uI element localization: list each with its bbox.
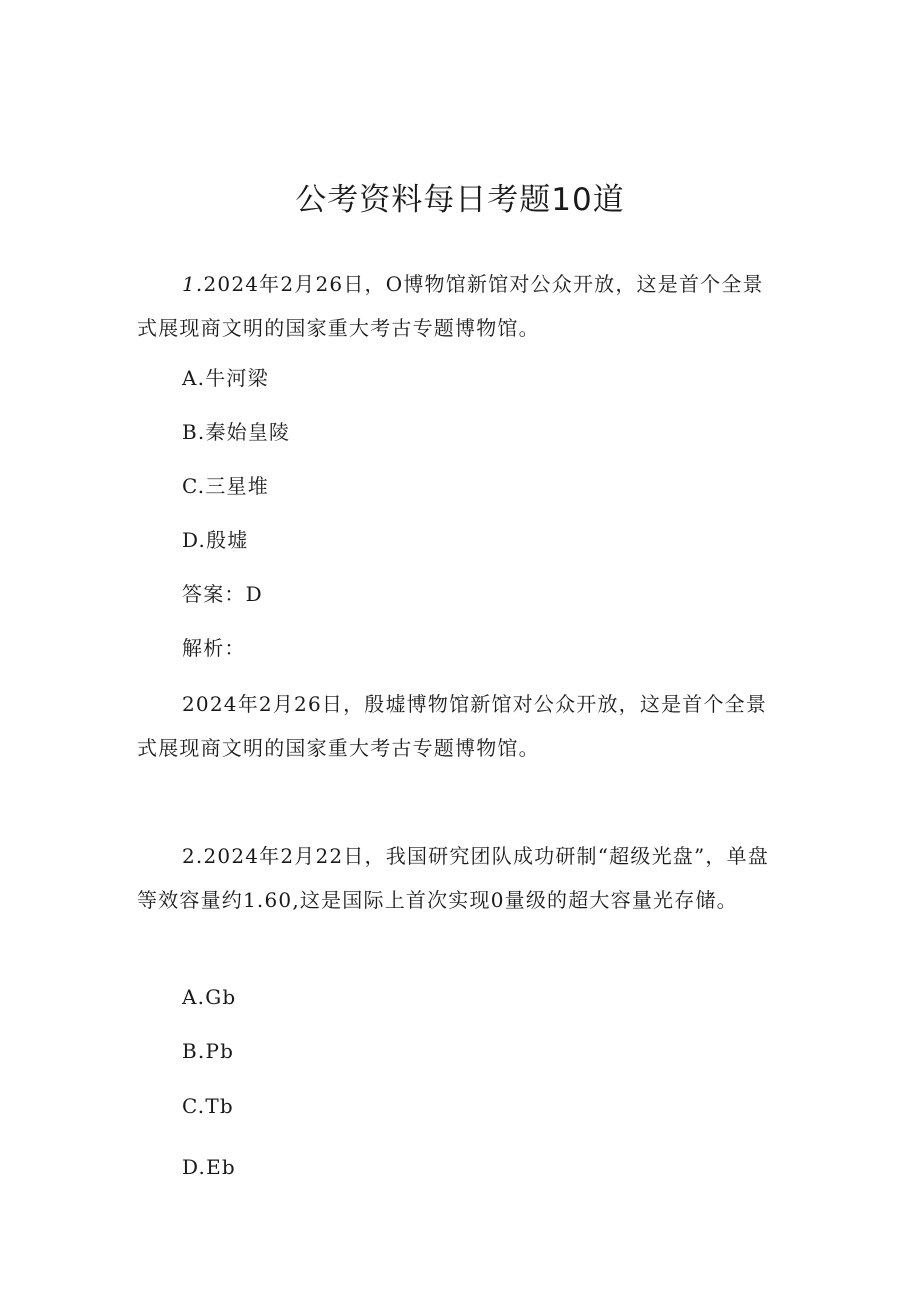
question-1-stem — [137, 262, 781, 350]
question-1-answer: 答案：D — [182, 582, 263, 606]
question-1-analysis-label: 解析： — [182, 636, 246, 660]
question-1-text: 2024年2月26日，O博物馆新馆对公众开放，这是首个全景式展现商文明的国家重大考古专题博物馆。 — [137, 272, 764, 340]
question-2-option-b: B.Pb — [182, 1039, 235, 1063]
question-1-number: 1. — [182, 272, 204, 296]
question-1-option-d: D.殷墟 — [182, 528, 249, 552]
question-2-option-c: C.Tb — [182, 1094, 234, 1118]
question-2-stem: 2.2024年2月22日，我国研究团队成功研制“超级光盘”，单盘等效容量约1.60,这是国际上首次实现0量级的超大容量光存储。 — [137, 844, 770, 912]
question-1-option-c: C.三星堆 — [182, 474, 269, 498]
question-1-option-a: A.牛河梁 — [182, 366, 269, 390]
question-1-analysis-text: 2024年2月26日，殷墟博物馆新馆对公众开放，这是首个全景式展现商文明的国家重大考古专题博物馆。 — [137, 692, 768, 760]
question-2-option-d: D.Eb — [182, 1155, 236, 1179]
document-title: 公考资料每日考题10道 — [295, 182, 625, 218]
question-2-option-a: A.Gb — [182, 985, 237, 1009]
question-1-option-b: B.秦始皇陵 — [182, 420, 291, 444]
